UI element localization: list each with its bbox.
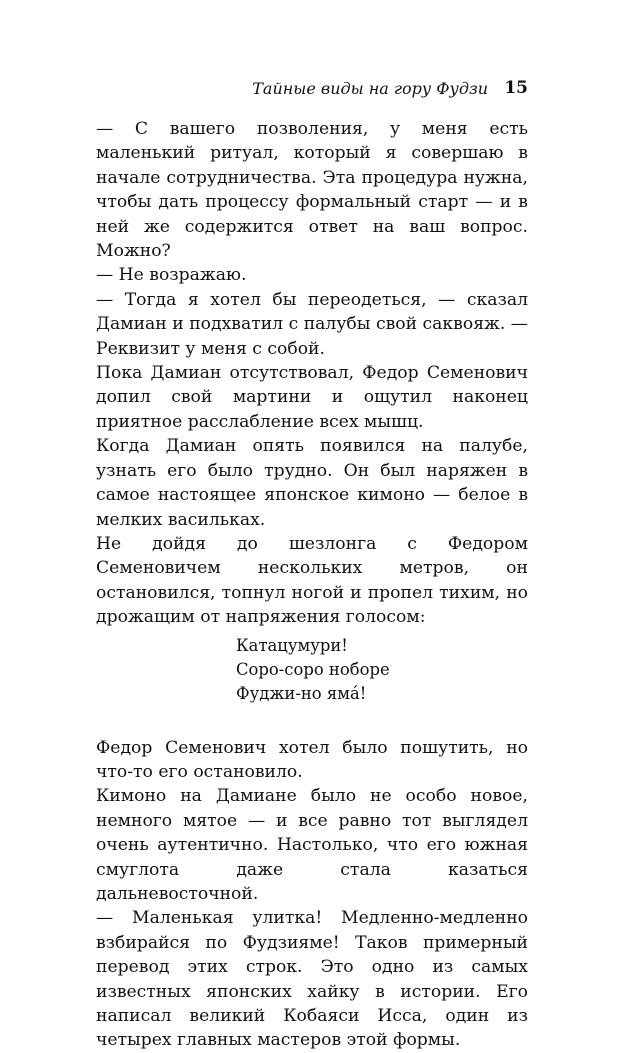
paragraph: — Маленькая улитка! Медленно-медленно взбирайся по Фудзияме! Таков примерный перевод этих строк. Это одно из самых известных японских хайку в истории. Его написал великий Кобаяси Исса, один из четырех главных мастеров этой формы. <box>96 908 528 1051</box>
verse-line: Соро-соро ноборе <box>236 659 390 679</box>
paragraph: — Не возражаю. <box>96 265 247 286</box>
running-title: Тайные виды на гору Фудзи <box>252 79 488 98</box>
paragraph: Когда Дамиан опять появился на палубе, узнать его было трудно. Он был наряжен в самое настоящее японское кимоно — белое в мелких васильках. <box>96 436 528 530</box>
paragraph: Федор Семенович хотел было пошутить, но что-то его остановило. <box>96 737 528 782</box>
paragraph: Кимоно на Дамиане было не особо новое, немного мятое — и все равно тот выглядел очень аутентично. Настолько, что его южная смуглота даже стала казаться дальневосточной. <box>96 786 528 904</box>
paragraph: Пока Дамиан отсутствовал, Федор Семенович допил свой мартини и ощутил наконец приятное расслабление всех мышц. <box>96 363 528 432</box>
body-text <box>96 117 528 1053</box>
verse-line: Фуджи-но ямá! <box>236 683 367 703</box>
page-header <box>96 76 528 104</box>
verse-line: Катацумури! <box>236 635 348 655</box>
paragraph: — Тогда я хотел бы переодеться, — сказал Дамиан и подхватил с палубы свой саквояж. — Реквизит у меня с собой. <box>96 289 528 359</box>
paragraph: — С вашего позволения, у меня есть маленький ритуал, который я совершаю в начале сотрудничества. Эта процедура нужна, чтобы дать процессу формальный старт — и в ней же содержится ответ на ваш вопрос. Можно? <box>96 119 528 262</box>
verse-spacer <box>96 706 528 736</box>
paragraph: Не дойдя до шезлонга с Федором Семеновичем нескольких метров, он остановился, топнул ногой и пропел тихим, но дрожащим от напряжения голосом: <box>96 533 528 628</box>
page-number: 15 <box>504 78 528 98</box>
haiku-verse <box>236 634 528 706</box>
